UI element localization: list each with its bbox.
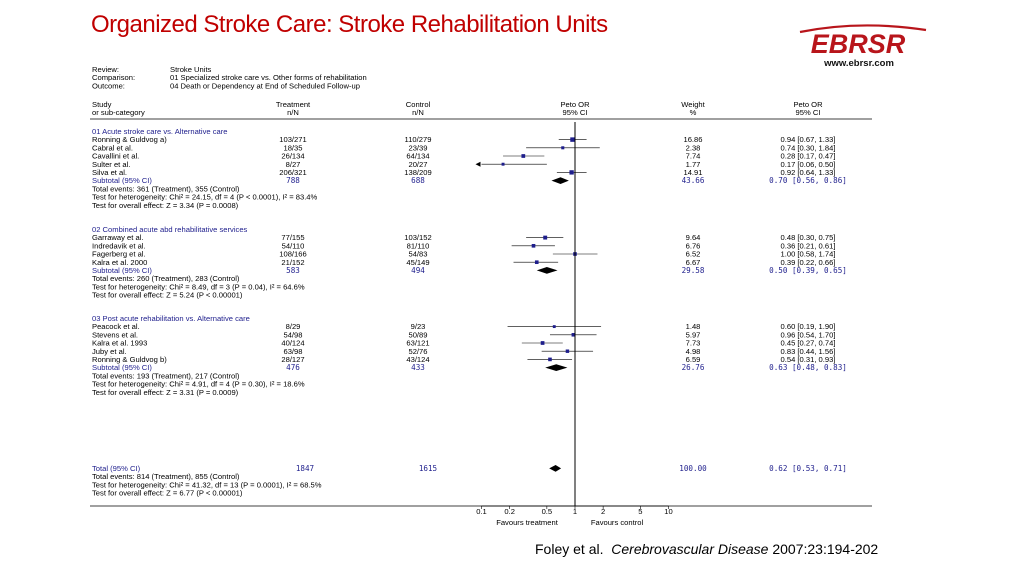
study-treatment: 28/127 — [281, 355, 305, 364]
study-control: 23/39 — [408, 143, 428, 153]
citation-ref: 2007:23:194-202 — [772, 541, 879, 557]
meta-value: Stroke Units — [170, 65, 212, 74]
study-ci: 0.36 [0.21, 0.61] — [780, 241, 836, 251]
pooled-diamond — [537, 267, 558, 274]
study-weight: 14.91 — [683, 168, 703, 177]
meta-key: Outcome: — [92, 81, 125, 91]
study-name: Fagerberg et al. — [92, 249, 146, 259]
study-ci: 0.96 [0.54, 1.70] — [780, 330, 836, 340]
subtotal-label: Subtotal (95% CI) — [92, 266, 152, 275]
subtotal-ci: 0.50 [0.39, 0.65] — [769, 266, 847, 275]
group-title: 02 Combined acute abd rehabilitative services — [92, 225, 248, 234]
study-treatment: 26/134 — [281, 151, 305, 161]
subtotal-ci: 0.70 [0.56, 0.86] — [769, 176, 847, 186]
study-weight: 6.76 — [685, 241, 701, 251]
subtotal-treatment: 583 — [286, 266, 300, 275]
group-note: Test for overall effect: Z = 5.24 (P < 0.00001) — [92, 290, 243, 300]
study-control: 45/149 — [406, 257, 430, 267]
study-name: Indredavik et al. — [92, 241, 146, 251]
pooled-diamond — [549, 465, 561, 472]
subtotal-label: Subtotal (95% CI) — [92, 176, 152, 186]
total-label: Total (95% CI) — [92, 464, 141, 473]
logo-wordmark: EBRSR — [810, 29, 906, 59]
header-or: 95% CI — [795, 108, 821, 117]
group-note: Total events: 193 (Treatment), 217 (Control) — [92, 371, 240, 381]
study-name: Ronning & Guldvog b) — [92, 355, 167, 364]
ci-arrow — [476, 162, 481, 167]
study-control: 110/279 — [404, 135, 432, 145]
study-control: 81/110 — [406, 241, 430, 251]
study-ci: 0.54 [0.31, 0.93] — [780, 355, 836, 364]
total-treatment: 1847 — [295, 464, 315, 473]
header-weight: % — [689, 108, 697, 117]
study-name: Kalra et al. 1993 — [92, 338, 148, 348]
group-note: Test for heterogeneity: Chi² = 4.91, df = 4 (P = 0.30), I² = 18.6% — [92, 379, 305, 389]
x-tick-label: 10 — [664, 507, 673, 516]
citation — [535, 541, 878, 557]
study-name: Garraway et al. — [92, 233, 144, 243]
x-tick-label: 5 — [638, 507, 643, 516]
study-marker — [502, 163, 505, 166]
study-marker — [570, 137, 574, 141]
slide-title: Organized Stroke Care: Stroke Rehabilitation Units — [91, 11, 608, 38]
study-ci: 1.00 [0.58, 1.74] — [780, 249, 836, 259]
study-weight: 5.97 — [685, 330, 701, 340]
header-treatment: n/N — [287, 108, 299, 117]
study-weight: 6.52 — [685, 249, 701, 259]
study-weight: 9.64 — [685, 233, 701, 243]
study-ci: 0.74 [0.30, 1.84] — [780, 143, 836, 153]
study-control: 64/134 — [406, 151, 430, 161]
x-tick-label: 0.1 — [476, 507, 487, 516]
study-control: 9/23 — [410, 322, 426, 332]
meta-value: 04 Death or Dependency at End of Scheduled Follow-up — [170, 81, 360, 91]
study-name: Stevens et al. — [92, 330, 139, 340]
subtotal-weight: 43.66 — [681, 176, 705, 186]
study-weight: 16.86 — [683, 135, 703, 145]
study-marker — [535, 260, 539, 264]
header-study: Study — [92, 100, 112, 109]
study-weight: 6.59 — [685, 355, 701, 364]
study-weight: 4.98 — [685, 346, 701, 356]
study-ci: 0.60 [0.19, 1.90] — [780, 322, 836, 332]
header-plot: 95% CI — [562, 108, 588, 117]
study-weight: 7.74 — [685, 151, 701, 161]
header-control: n/N — [412, 108, 424, 117]
study-control: 63/121 — [406, 338, 430, 348]
group-note: Test for overall effect: Z = 3.34 (P = 0.0008) — [92, 200, 239, 210]
study-treatment: 206/321 — [279, 168, 307, 177]
meta-value: 01 Specialized stroke care vs. Other forms of rehabilitation — [170, 73, 367, 83]
group-note: Test for heterogeneity: Chi² = 8.49, df = 3 (P = 0.04), I² = 64.6% — [92, 282, 305, 292]
group-note: Total events: 361 (Treatment), 355 (Control) — [92, 184, 240, 194]
x-right-label: Favours control — [590, 518, 644, 527]
meta-key: Comparison: — [92, 73, 136, 83]
pooled-diamond — [545, 364, 567, 371]
total-control: 1615 — [418, 464, 438, 473]
logo-url: www.ebrsr.com — [824, 58, 894, 69]
x-tick-label: 1 — [572, 507, 578, 516]
group-title: 03 Post acute rehabilitation vs. Alternative care — [92, 314, 250, 323]
study-ci: 0.83 [0.44, 1.56] — [780, 346, 836, 356]
study-marker — [543, 236, 547, 240]
study-ci: 0.94 [0.67, 1.33] — [780, 135, 836, 145]
x-tick-label: 0.2 — [504, 507, 515, 516]
study-name: Juby et al. — [92, 346, 127, 356]
study-control: 20/27 — [408, 159, 428, 169]
x-left-label: Favours treatment — [496, 518, 558, 527]
study-weight: 7.73 — [685, 338, 701, 348]
x-tick-label: 2 — [601, 507, 606, 516]
study-name: Silva et al. — [92, 168, 128, 177]
study-marker — [521, 154, 525, 158]
subtotal-control: 433 — [411, 363, 425, 373]
study-name: Ronning & Guldvog a) — [92, 135, 167, 145]
study-treatment: 8/29 — [285, 322, 301, 332]
study-treatment: 108/166 — [279, 249, 307, 259]
study-treatment: 18/35 — [283, 143, 303, 153]
study-ci: 0.45 [0.27, 0.74] — [780, 338, 836, 348]
study-treatment: 21/152 — [281, 257, 305, 267]
header-plot: Peto OR — [560, 100, 590, 109]
study-treatment: 54/98 — [283, 330, 303, 340]
study-control: 54/83 — [408, 249, 428, 259]
study-name: Cavallini et al. — [92, 151, 140, 161]
header-control: Control — [405, 100, 431, 109]
study-ci: 0.48 [0.30, 0.75] — [780, 233, 836, 243]
study-ci: 0.17 [0.06, 0.50] — [780, 159, 836, 169]
study-treatment: 77/155 — [281, 233, 305, 243]
study-treatment: 54/110 — [281, 241, 305, 251]
study-marker — [532, 244, 536, 248]
study-weight: 6.67 — [685, 257, 701, 267]
x-tick-label: 0.5 — [541, 507, 553, 516]
study-marker — [541, 341, 545, 345]
header-study: or sub-category — [92, 108, 145, 117]
citation-authors: Foley et al. — [535, 541, 604, 557]
citation-journal: Cerebrovascular Disease — [611, 541, 769, 557]
study-marker — [561, 146, 564, 149]
study-name: Kalra et al. 2000 — [92, 257, 148, 267]
study-treatment: 103/271 — [279, 135, 307, 145]
subtotal-control: 688 — [411, 176, 425, 186]
study-control: 103/152 — [404, 233, 432, 243]
header-weight: Weight — [681, 100, 705, 109]
subtotal-weight: 26.76 — [681, 363, 705, 373]
study-weight: 2.38 — [685, 143, 701, 153]
header-or: Peto OR — [793, 100, 823, 109]
study-control: 52/76 — [408, 346, 428, 356]
total-note: Test for heterogeneity: Chi² = 41.32, df = 13 (P = 0.0001), I² = 68.5% — [92, 480, 322, 490]
study-ci: 0.28 [0.17, 0.47] — [780, 151, 836, 161]
total-note: Test for overall effect: Z = 6.77 (P < 0.00001) — [92, 488, 243, 498]
total-weight: 100.00 — [679, 464, 707, 473]
study-name: Peacock et al. — [92, 322, 140, 332]
subtotal-treatment: 476 — [286, 363, 300, 373]
study-treatment: 63/98 — [283, 346, 303, 356]
study-control: 43/124 — [406, 355, 430, 364]
study-control: 138/209 — [404, 168, 432, 177]
subtotal-ci: 0.63 [0.48, 0.83] — [769, 363, 847, 373]
study-weight: 1.48 — [685, 322, 701, 332]
group-note: Total events: 260 (Treatment), 283 (Control) — [92, 274, 240, 284]
subtotal-label: Subtotal (95% CI) — [92, 363, 152, 373]
study-treatment: 8/27 — [285, 159, 301, 169]
study-weight: 1.77 — [685, 159, 701, 169]
meta-key: Review: — [92, 65, 120, 74]
group-title: 01 Acute stroke care vs. Alternative care — [92, 127, 228, 136]
group-note: Test for heterogeneity: Chi² = 24.15, df = 4 (P < 0.0001), I² = 83.4% — [92, 192, 318, 202]
study-name: Sulter et al. — [92, 159, 131, 169]
header-treatment: Treatment — [275, 100, 311, 109]
study-marker — [569, 170, 573, 174]
study-control: 50/89 — [408, 330, 428, 340]
study-marker — [566, 349, 569, 352]
subtotal-control: 494 — [411, 266, 425, 275]
pooled-diamond — [551, 177, 568, 184]
total-ci: 0.62 [0.53, 0.71] — [769, 464, 847, 473]
subtotal-weight: 29.58 — [681, 266, 705, 275]
study-ci: 0.92 [0.64, 1.33] — [780, 168, 836, 177]
study-marker — [553, 325, 556, 328]
study-name: Cabral et al. — [92, 143, 133, 153]
study-ci: 0.39 [0.22, 0.66] — [780, 257, 836, 267]
study-treatment: 40/124 — [281, 338, 305, 348]
subtotal-treatment: 788 — [286, 176, 300, 186]
total-note: Total events: 814 (Treatment), 855 (Control) — [92, 472, 240, 482]
group-note: Test for overall effect: Z = 3.31 (P = 0.0009) — [92, 387, 239, 397]
study-marker — [548, 358, 552, 362]
